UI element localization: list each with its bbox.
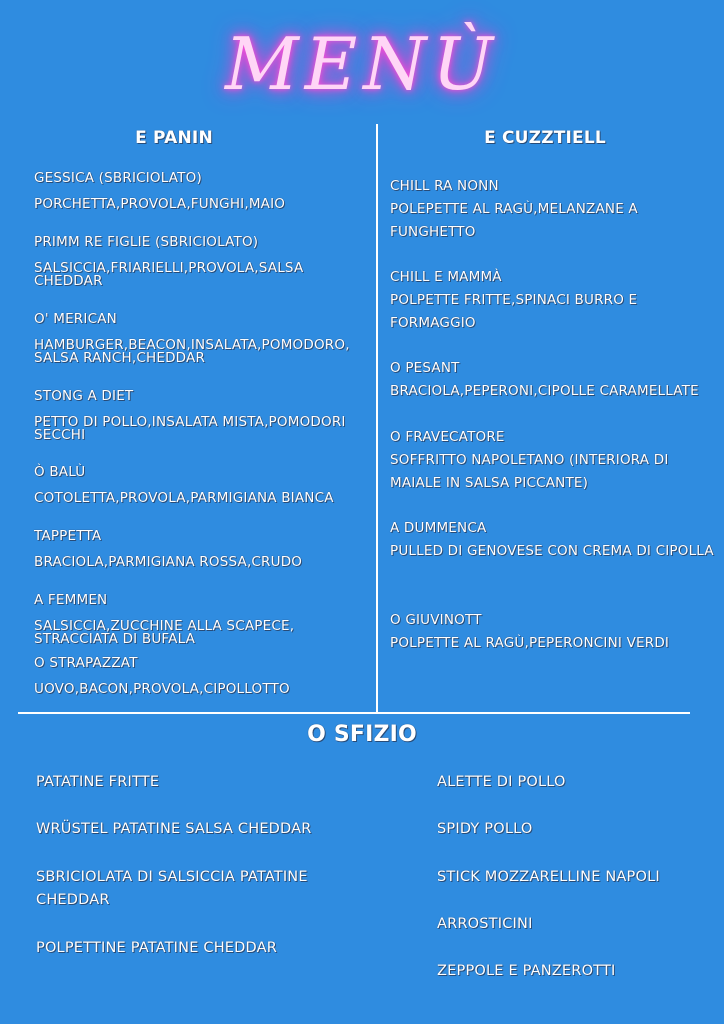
item-desc: UOVO,BACON,PROVOLA,CIPOLLOTTO xyxy=(34,681,290,697)
item-name: TAPPETTA xyxy=(34,528,102,544)
item-name: Ò BALÙ xyxy=(34,464,86,480)
sfizio-item: ZEPPOLE E PANZEROTTI xyxy=(437,963,616,979)
item-name: STONG A DIET xyxy=(34,388,134,404)
item-desc: SALSICCIA,ZUCCHINE ALLA SCAPECE, STRACCIATA DI BUFALA xyxy=(34,618,295,647)
item-name: O PESANT xyxy=(390,360,460,376)
sfizio-item: SPIDY POLLO xyxy=(437,821,533,837)
item-name: A DUMMENCA xyxy=(390,520,487,536)
item-name: O STRAPAZZAT xyxy=(34,655,138,671)
item-desc: SALSICCIA,FRIARIELLI,PROVOLA,SALSA CHEDDAR xyxy=(34,260,304,289)
vertical-divider xyxy=(376,124,378,712)
item-name: CHILL E MAMMÀ xyxy=(390,269,502,285)
item-desc: SOFFRITTO NAPOLETANO (INTERIORA DI MAIALE IN SALSA PICCANTE) xyxy=(390,452,669,491)
sfizio-item: PATATINE FRITTE xyxy=(36,774,160,790)
sfizio-item: SBRICIOLATA DI SALSICCIA PATATINE CHEDDAR xyxy=(36,869,308,908)
sfizio-item: WRÜSTEL PATATINE SALSA CHEDDAR xyxy=(36,821,312,837)
sfizio-item: STICK MOZZARELLINE NAPOLI xyxy=(437,869,660,885)
item-name: GESSICA (SBRICIOLATO) xyxy=(34,170,202,186)
item-name: PRIMM RE FIGLIE (SBRICIOLATO) xyxy=(34,234,259,250)
item-name: CHILL RA NONN xyxy=(390,178,499,194)
sfizio-heading: O SFIZIO xyxy=(307,722,417,747)
menu-title: MENÙ xyxy=(225,22,499,106)
cuzzetielli-heading: E CUZZTIELL xyxy=(484,128,606,148)
panini-heading: E PANIN xyxy=(135,128,213,148)
item-desc: HAMBURGER,BEACON,INSALATA,POMODORO, SALSA RANCH,CHEDDAR xyxy=(34,337,350,366)
sfizio-item: ARROSTICINI xyxy=(437,916,533,932)
item-desc: COTOLETTA,PROVOLA,PARMIGIANA BIANCA xyxy=(34,490,334,506)
sfizio-item: POLPETTINE PATATINE CHEDDAR xyxy=(36,940,278,956)
item-desc: POLEPETTE AL RAGÙ,MELANZANE A FUNGHETTO xyxy=(390,201,638,240)
cuzzetielli-item xyxy=(390,357,715,403)
cuzzetielli-item xyxy=(390,609,715,655)
panini-item xyxy=(34,594,370,646)
cuzzetielli-item xyxy=(390,517,715,563)
item-name: O' MERICAN xyxy=(34,311,117,327)
panini-item xyxy=(34,236,370,288)
item-desc: BRACIOLA,PEPERONI,CIPOLLE CARAMELLATE xyxy=(390,383,699,399)
panini-item xyxy=(34,172,370,211)
panini-item xyxy=(34,657,370,696)
item-name: A FEMMEN xyxy=(34,592,108,608)
cuzzetielli-item xyxy=(390,175,715,244)
item-desc: PULLED DI GENOVESE CON CREMA DI CIPOLLA xyxy=(390,543,714,559)
item-desc: BRACIOLA,PARMIGIANA ROSSA,CRUDO xyxy=(34,554,303,570)
item-name: O GIUVINOTT xyxy=(390,612,482,628)
item-desc: PETTO DI POLLO,INSALATA MISTA,POMODORI SECCHI xyxy=(34,414,346,443)
panini-item xyxy=(34,466,370,505)
panini-item xyxy=(34,390,370,442)
item-name: O FRAVECATORE xyxy=(390,429,505,445)
panini-item xyxy=(34,530,370,569)
item-desc: PORCHETTA,PROVOLA,FUNGHI,MAIO xyxy=(34,196,286,212)
cuzzetielli-item xyxy=(390,426,715,495)
item-desc: POLPETTE AL RAGÙ,PEPERONCINI VERDI xyxy=(390,635,670,651)
horizontal-divider xyxy=(18,712,690,714)
panini-item xyxy=(34,313,370,365)
sfizio-item: ALETTE DI POLLO xyxy=(437,774,566,790)
item-desc: POLPETTE FRITTE,SPINACI BURRO E FORMAGGIO xyxy=(390,292,638,331)
cuzzetielli-item xyxy=(390,266,715,335)
